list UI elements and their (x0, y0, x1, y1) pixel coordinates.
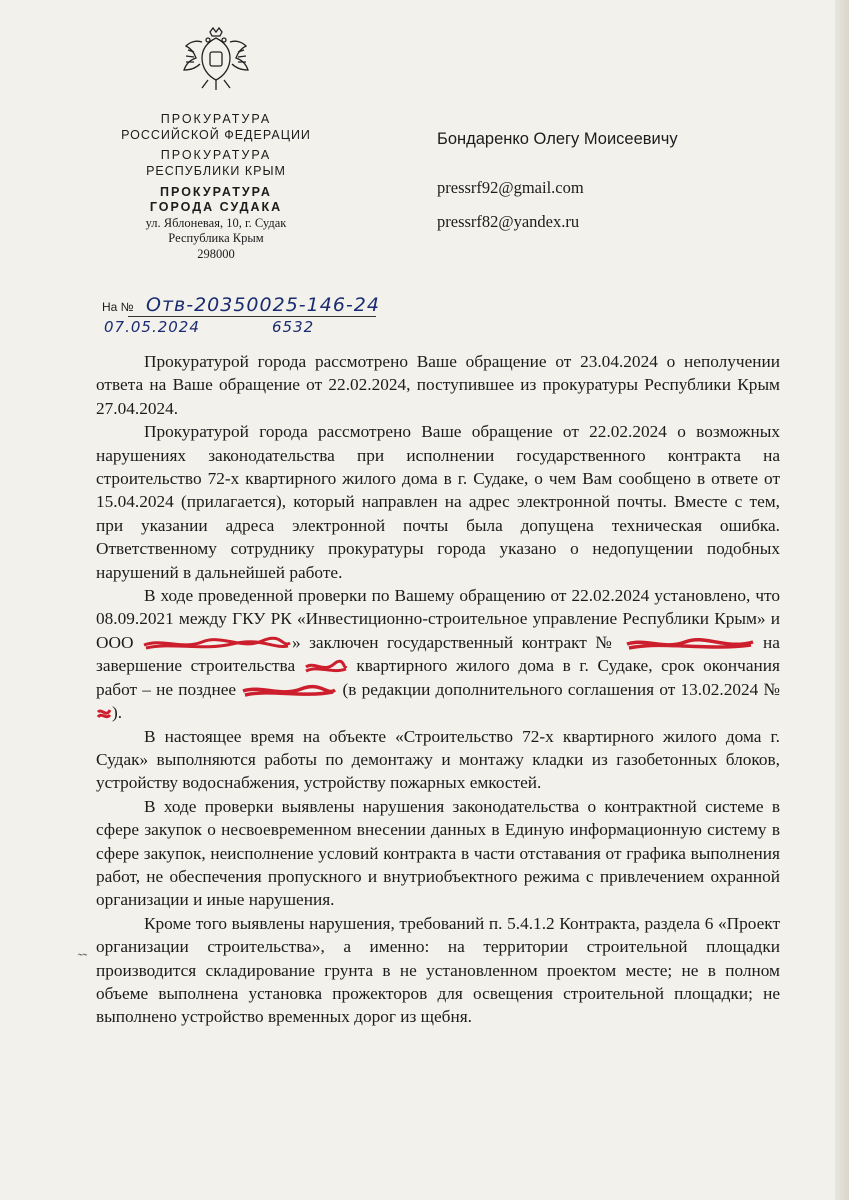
postcode: 298000 (197, 247, 235, 261)
redaction-scribble (625, 636, 755, 652)
recipient-email: pressrf82@yandex.ru (437, 212, 580, 231)
handwritten-date: 07.05.2024 (104, 318, 200, 336)
reference-label: На № (102, 300, 134, 314)
paragraph-text: квартирного жилого дома в г. Судаке, срок окончания работ – не позднее (96, 656, 780, 699)
letterhead-line: ПРОКУРАТУРА (160, 112, 272, 126)
paragraph: В ходе проверки выявлены нарушения законодательства о контрактной системе в сфере закупок о несвоевременном внесении данных в Единую информационную систему в сфере закупок, неисполнение условий контракта в части отставания от графика выполнения работ, не обеспечения пропускного и внутриобъектного режима с привлечением охранной организации и иные нарушения. (96, 796, 780, 910)
letterhead-line: ПРОКУРАТУРА (160, 148, 272, 163)
redaction-scribble (241, 683, 337, 699)
paragraph-text: (в редакции дополнительного соглашения от 13.02.2024 № (337, 679, 780, 699)
letterhead-line: ПРОКУРАТУРА (160, 184, 272, 199)
paragraph-text: В ходе проведенной проверки по Вашему обращению от 22.02.2024 установлено, что 08.09.2021 между ГКУ РК «Инвестиционно-строительное управление Республики Крым» и ООО (96, 586, 780, 652)
redaction-scribble (304, 659, 348, 675)
letterhead-line: РЕСПУБЛИКИ КРЫМ (146, 163, 286, 178)
paragraph: Прокуратурой города рассмотрено Ваше обращение от 23.04.2024 о неполучении ответа на Ваше обращение от 22.02.2024, поступившее из прокуратуры Республики Крым 27.04.2024. (96, 352, 780, 418)
paragraph: В настоящее время на объекте «Строительство 72-х квартирного жилого дома г. Судак» выполняются работы по демонтажу и монтажу кладки из газобетонных блоков, устройству водоснабжения, устройству пожарных емкостей. (96, 726, 780, 793)
pen-mark: ˜˜ (78, 952, 88, 967)
recipient-name: Бондаренко Олегу Моисеевичу (437, 130, 678, 148)
paragraph-text: » заключен государственный контракт № (291, 632, 625, 652)
recipient-email: pressrf92@gmail.com (437, 178, 584, 197)
handwritten-reference-number: Отв-20350025-146-24 (146, 294, 380, 316)
letterhead (100, 112, 332, 263)
letterhead-line: ГОРОДА СУДАКА (149, 200, 283, 215)
handwritten-outgoing-number: 6532 (272, 318, 315, 336)
paragraph: Прокуратурой города рассмотрено Ваше обращение от 22.02.2024 о возможных нарушениях законодательства при исполнении государственного контракта на строительство 72-х квартирного жилого дома в г. Судаке, о чем Вам сообщено в ответе от 15.04.2024 (прилагается), который направлен на адрес электронной почты. Вместе с тем, при указании адреса электронной почты была допущена техническая ошибка. Ответственному сотруднику прокуратуры города указано о недопущении подобных нарушений в дальнейшей работе. (96, 422, 780, 582)
coat-of-arms-icon (180, 24, 252, 92)
reference-block (102, 290, 402, 340)
address-line: ул. Яблоневая, 10, г. Судак (145, 215, 287, 230)
paragraph-text: на завершение строительства (96, 632, 780, 676)
address-line: Республика Крым (168, 231, 264, 246)
paragraph-contract (96, 584, 780, 724)
letterhead-line: РОССИЙСКОЙ ФЕДЕРАЦИИ (121, 127, 311, 142)
redaction-scribble (96, 706, 112, 722)
paragraph: Кроме того выявлены нарушения, требований п. 5.4.1.2 Контракта, раздела 6 «Проект организации строительства», а именно: на территории строительной площадки производится складирование грунта в не установленном проектом месте; не в полном объеме выполнена установка прожекторов для освещения строительной площадки; не выполнено устройство временных дорог из щебня. (96, 913, 780, 1027)
paper-edge-shadow (835, 0, 849, 1200)
paragraph-text: ). (112, 703, 123, 723)
letter-body (96, 350, 780, 1029)
redaction-scribble (142, 636, 292, 652)
